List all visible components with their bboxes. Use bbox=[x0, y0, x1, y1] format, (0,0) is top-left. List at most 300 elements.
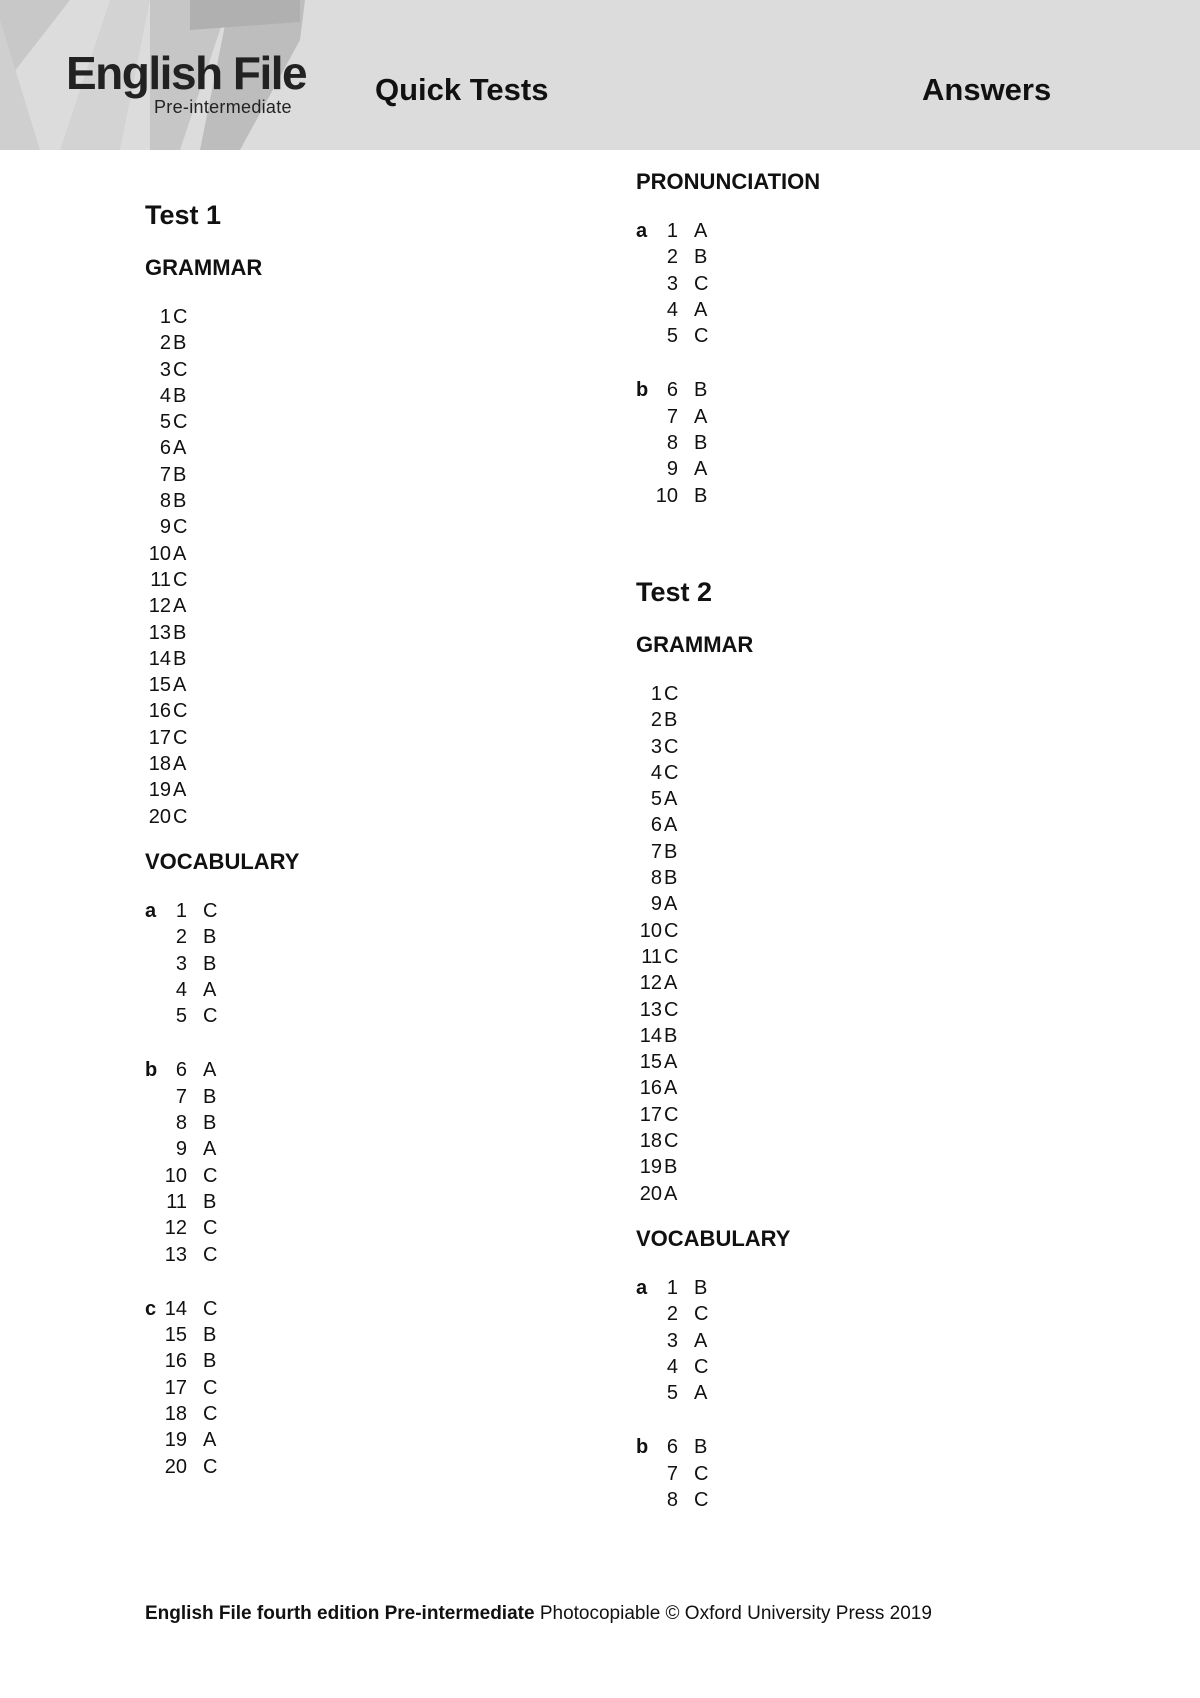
question-number: 2 bbox=[159, 332, 171, 355]
question-number: 7 bbox=[175, 1085, 187, 1108]
answer-letter: C bbox=[664, 998, 679, 1021]
group-letter bbox=[636, 456, 654, 482]
test-1-grammar-title: GRAMMAR bbox=[145, 255, 263, 280]
test-1-grammar-list bbox=[145, 304, 625, 830]
group-letter bbox=[145, 1215, 163, 1241]
question-number: 2 bbox=[650, 709, 662, 732]
answer-letter: C bbox=[664, 682, 679, 705]
question-number: 10 bbox=[639, 919, 662, 942]
answer-row bbox=[636, 812, 1116, 838]
group-letter bbox=[145, 1375, 163, 1401]
answer-row bbox=[145, 977, 625, 1003]
answer-row bbox=[145, 1375, 625, 1401]
group-letter: a bbox=[636, 1276, 648, 1299]
answer-letter: B bbox=[694, 484, 708, 507]
question-number: 20 bbox=[148, 805, 171, 828]
answer-letter: B bbox=[664, 1024, 678, 1047]
question-number: 2 bbox=[666, 246, 678, 269]
answer-letter: C bbox=[173, 306, 188, 328]
question-number: 8 bbox=[650, 867, 662, 890]
question-number: 6 bbox=[666, 379, 678, 402]
answer-row bbox=[145, 1296, 625, 1322]
question-number: 1 bbox=[666, 1276, 678, 1299]
answer-letter: B bbox=[694, 1276, 708, 1299]
answer-row bbox=[636, 1275, 1116, 1301]
answer-letter: B bbox=[203, 926, 217, 949]
answer-letter: A bbox=[173, 674, 187, 697]
answer-letter: B bbox=[694, 246, 708, 269]
answer-row bbox=[145, 357, 625, 383]
question-number: 2 bbox=[666, 1303, 678, 1326]
group-letter bbox=[636, 1461, 654, 1487]
group-letter bbox=[636, 1328, 654, 1354]
answer-row bbox=[636, 865, 1116, 891]
answer-letter: A bbox=[173, 542, 187, 565]
answer-row bbox=[145, 1215, 625, 1241]
answer-letter: C bbox=[173, 805, 188, 828]
answer-row bbox=[636, 1049, 1116, 1075]
answer-row bbox=[636, 1102, 1116, 1128]
answer-row bbox=[636, 1128, 1116, 1154]
answer-row bbox=[145, 646, 625, 672]
question-number: 16 bbox=[164, 1350, 187, 1373]
answer-letter: C bbox=[203, 1376, 218, 1399]
question-number: 1 bbox=[666, 220, 678, 242]
test-2-vocabulary-title: VOCABULARY bbox=[636, 1225, 791, 1251]
answer-letter: C bbox=[173, 358, 188, 381]
test-1-pronunciation-title: PRONUNCIATION bbox=[636, 169, 821, 194]
question-number: 10 bbox=[655, 484, 678, 507]
answer-row bbox=[145, 1348, 625, 1374]
question-number: 15 bbox=[639, 1051, 662, 1074]
question-number: 3 bbox=[666, 1329, 678, 1352]
answer-letter: C bbox=[664, 1103, 679, 1126]
answer-row bbox=[636, 1487, 1116, 1513]
question-number: 9 bbox=[650, 893, 662, 916]
question-number: 5 bbox=[175, 1005, 187, 1028]
group-letter bbox=[145, 1401, 163, 1427]
answer-row bbox=[636, 218, 1116, 244]
question-number: 12 bbox=[164, 1217, 187, 1240]
answer-letter: C bbox=[664, 919, 679, 942]
question-number: 3 bbox=[650, 735, 662, 758]
question-number: 17 bbox=[148, 726, 171, 749]
answer-group bbox=[636, 1434, 1116, 1513]
question-number: 14 bbox=[148, 647, 171, 670]
group-letter bbox=[145, 951, 163, 977]
answer-row bbox=[145, 383, 625, 409]
answer-letter: C bbox=[173, 516, 188, 539]
group-letter bbox=[145, 924, 163, 950]
group-letter bbox=[636, 483, 654, 509]
question-number: 18 bbox=[148, 753, 171, 776]
test-1-vocabulary-title: VOCABULARY bbox=[145, 848, 300, 874]
question-number: 19 bbox=[639, 1156, 662, 1179]
answer-letter: A bbox=[173, 437, 187, 460]
group-letter bbox=[145, 1242, 163, 1268]
answer-letter: A bbox=[203, 1138, 217, 1161]
answer-row bbox=[145, 1084, 625, 1110]
group-letter bbox=[145, 1084, 163, 1110]
answer-row bbox=[636, 271, 1116, 297]
question-number: 6 bbox=[666, 1436, 678, 1459]
answer-letter: C bbox=[694, 1303, 709, 1326]
question-number: 6 bbox=[159, 437, 171, 460]
answer-letter: C bbox=[203, 1297, 218, 1320]
answer-row bbox=[145, 620, 625, 646]
answer-row bbox=[145, 1242, 625, 1268]
question-number: 15 bbox=[148, 674, 171, 697]
answer-row bbox=[145, 462, 625, 488]
question-number: 11 bbox=[166, 1190, 187, 1213]
answer-row bbox=[636, 707, 1116, 733]
answer-letter: C bbox=[173, 411, 188, 434]
group-letter: a bbox=[636, 220, 648, 242]
answer-row bbox=[636, 1434, 1116, 1460]
answer-row bbox=[636, 1023, 1116, 1049]
question-number: 16 bbox=[639, 1077, 662, 1100]
answer-row bbox=[145, 698, 625, 724]
group-letter: b bbox=[636, 379, 649, 402]
question-number: 10 bbox=[148, 542, 171, 565]
question-number: 9 bbox=[159, 516, 171, 539]
answer-letter: C bbox=[664, 1130, 679, 1153]
answer-letter: B bbox=[173, 384, 187, 407]
group-letter bbox=[636, 323, 654, 349]
question-number: 19 bbox=[148, 779, 171, 802]
answer-row bbox=[636, 918, 1116, 944]
answer-letter: C bbox=[173, 726, 188, 749]
answer-row bbox=[636, 944, 1116, 970]
group-letter bbox=[636, 430, 654, 456]
answer-letter: B bbox=[203, 1085, 217, 1108]
answer-row bbox=[145, 1163, 625, 1189]
question-number: 2 bbox=[175, 926, 187, 949]
answer-letter: A bbox=[694, 1382, 708, 1405]
question-number: 9 bbox=[666, 458, 678, 481]
question-number: 4 bbox=[175, 978, 187, 1001]
answer-row bbox=[145, 804, 625, 830]
answer-row bbox=[145, 330, 625, 356]
question-number: 20 bbox=[164, 1455, 187, 1478]
answer-row bbox=[145, 1110, 625, 1136]
answer-row bbox=[636, 244, 1116, 270]
answer-row bbox=[636, 430, 1116, 456]
test-2-title: Test 2 bbox=[636, 576, 713, 607]
answer-row bbox=[636, 786, 1116, 812]
question-number: 11 bbox=[150, 568, 171, 591]
question-number: 12 bbox=[148, 595, 171, 618]
answer-letter: B bbox=[203, 952, 217, 975]
answer-row bbox=[145, 409, 625, 435]
answer-letter: A bbox=[203, 978, 217, 1001]
answer-row bbox=[636, 377, 1116, 403]
answer-letter: A bbox=[694, 1329, 708, 1352]
answer-letter: A bbox=[203, 1429, 217, 1452]
answer-letter: C bbox=[694, 1462, 709, 1485]
question-number: 1 bbox=[159, 306, 171, 328]
answer-letter: B bbox=[173, 490, 187, 513]
answer-row bbox=[636, 1380, 1116, 1406]
answer-row bbox=[636, 323, 1116, 349]
answer-letter: C bbox=[694, 1355, 709, 1378]
group-letter bbox=[636, 1354, 654, 1380]
answer-letter: B bbox=[694, 379, 708, 402]
question-number: 5 bbox=[666, 1382, 678, 1405]
answer-letter: A bbox=[664, 893, 678, 916]
answer-letter: A bbox=[664, 1077, 678, 1100]
answer-letter: A bbox=[173, 595, 187, 618]
group-letter bbox=[636, 1380, 654, 1406]
question-number: 3 bbox=[159, 358, 171, 381]
group-letter bbox=[636, 297, 654, 323]
answer-letter: C bbox=[664, 945, 679, 968]
header-answers-title: Answers bbox=[922, 72, 1052, 107]
answer-row bbox=[636, 1181, 1116, 1207]
right-column bbox=[636, 168, 1116, 1541]
left-column bbox=[145, 198, 625, 1508]
question-number: 13 bbox=[148, 621, 171, 644]
question-number: 20 bbox=[639, 1182, 662, 1205]
answer-row bbox=[636, 760, 1116, 786]
answer-letter: B bbox=[664, 867, 678, 890]
question-number: 4 bbox=[159, 384, 171, 407]
question-number: 16 bbox=[148, 700, 171, 723]
question-number: 3 bbox=[666, 272, 678, 295]
question-number: 8 bbox=[159, 490, 171, 513]
answer-row bbox=[145, 725, 625, 751]
answer-letter: A bbox=[173, 779, 187, 802]
answer-letter: B bbox=[173, 332, 187, 355]
answer-group bbox=[636, 1275, 1116, 1406]
answer-row bbox=[145, 924, 625, 950]
answer-row bbox=[636, 483, 1116, 509]
question-number: 10 bbox=[164, 1164, 187, 1187]
answer-letter: A bbox=[203, 1059, 217, 1082]
question-number: 4 bbox=[666, 298, 678, 321]
question-number: 8 bbox=[175, 1112, 187, 1135]
answer-letter: A bbox=[664, 1182, 678, 1205]
answer-letter: A bbox=[664, 788, 678, 811]
answer-row bbox=[636, 891, 1116, 917]
answer-row bbox=[145, 1401, 625, 1427]
question-number: 5 bbox=[159, 411, 171, 434]
answer-row bbox=[145, 1003, 625, 1029]
group-letter: c bbox=[145, 1297, 157, 1320]
group-letter bbox=[145, 1110, 163, 1136]
answer-letter: C bbox=[694, 325, 709, 348]
answer-letter: C bbox=[203, 1243, 218, 1266]
question-number: 17 bbox=[164, 1376, 187, 1399]
group-letter bbox=[145, 1454, 163, 1480]
answer-group bbox=[145, 1057, 625, 1267]
answer-group bbox=[145, 1296, 625, 1480]
question-number: 5 bbox=[650, 788, 662, 811]
test-1-title: Test 1 bbox=[145, 200, 222, 230]
question-number: 5 bbox=[666, 325, 678, 348]
question-number: 6 bbox=[175, 1059, 187, 1082]
answer-letter: B bbox=[203, 1190, 217, 1213]
question-number: 15 bbox=[164, 1324, 187, 1347]
question-number: 7 bbox=[159, 463, 171, 486]
page-footer bbox=[145, 1603, 932, 1625]
question-number: 7 bbox=[666, 1462, 678, 1485]
answer-row bbox=[636, 681, 1116, 707]
answer-row bbox=[636, 1075, 1116, 1101]
test-2-grammar-list bbox=[636, 681, 1116, 1207]
answer-row bbox=[145, 1427, 625, 1453]
answer-row bbox=[636, 1328, 1116, 1354]
answer-row bbox=[636, 734, 1116, 760]
answer-letter: B bbox=[664, 1156, 678, 1179]
answer-row bbox=[145, 1189, 625, 1215]
answer-letter: A bbox=[694, 220, 708, 242]
answer-letter: B bbox=[203, 1350, 217, 1373]
test-2-grammar-title: GRAMMAR bbox=[636, 631, 754, 657]
answer-letter: B bbox=[694, 1436, 708, 1459]
answer-row bbox=[145, 488, 625, 514]
question-number: 8 bbox=[666, 432, 678, 455]
answer-letter: C bbox=[203, 1217, 218, 1240]
group-letter bbox=[145, 1003, 163, 1029]
answer-letter: C bbox=[173, 700, 188, 723]
answer-row bbox=[145, 751, 625, 777]
answer-letter: C bbox=[694, 1488, 709, 1511]
answer-row bbox=[636, 1154, 1116, 1180]
answer-row bbox=[636, 1461, 1116, 1487]
answer-letter: C bbox=[664, 735, 679, 758]
answer-letter: B bbox=[173, 621, 187, 644]
group-letter bbox=[145, 1136, 163, 1162]
answer-group bbox=[636, 218, 1116, 349]
footer-copyright: Photocopiable © Oxford University Press 2019 bbox=[534, 1603, 932, 1624]
question-number: 14 bbox=[639, 1024, 662, 1047]
answer-row bbox=[145, 1136, 625, 1162]
answer-row bbox=[636, 404, 1116, 430]
answer-letter: A bbox=[694, 298, 708, 321]
question-number: 1 bbox=[650, 682, 662, 705]
question-number: 18 bbox=[164, 1402, 187, 1425]
answer-group bbox=[636, 377, 1116, 508]
group-letter bbox=[145, 1427, 163, 1453]
question-number: 17 bbox=[639, 1103, 662, 1126]
group-letter: b bbox=[145, 1059, 158, 1082]
answer-row bbox=[636, 997, 1116, 1023]
group-letter bbox=[636, 271, 654, 297]
answer-letter: A bbox=[664, 814, 678, 837]
answer-row bbox=[145, 898, 625, 924]
page-header bbox=[0, 0, 1200, 150]
group-letter bbox=[145, 1322, 163, 1348]
question-number: 4 bbox=[650, 761, 662, 784]
answer-row bbox=[145, 304, 625, 330]
answer-letter: C bbox=[203, 1455, 218, 1478]
question-number: 18 bbox=[639, 1130, 662, 1153]
answer-row bbox=[145, 1322, 625, 1348]
answer-letter: B bbox=[173, 463, 187, 486]
question-number: 9 bbox=[175, 1138, 187, 1161]
answer-row bbox=[636, 1301, 1116, 1327]
answer-letter: B bbox=[173, 647, 187, 670]
logo-subtitle: Pre-intermediate bbox=[154, 97, 292, 117]
answer-row bbox=[145, 1057, 625, 1083]
group-letter bbox=[145, 1189, 163, 1215]
question-number: 14 bbox=[164, 1297, 187, 1320]
question-number: 11 bbox=[641, 945, 662, 968]
answer-row bbox=[145, 514, 625, 540]
logo-title: English File bbox=[66, 47, 307, 99]
answer-row bbox=[145, 672, 625, 698]
test-1-pronunciation-list bbox=[636, 218, 1116, 509]
answer-letter: C bbox=[203, 1402, 218, 1425]
answer-letter: C bbox=[694, 272, 709, 295]
answer-row bbox=[636, 456, 1116, 482]
answer-letter: B bbox=[664, 840, 678, 863]
answer-row bbox=[636, 297, 1116, 323]
question-number: 13 bbox=[639, 998, 662, 1021]
answer-letter: C bbox=[173, 568, 188, 591]
question-number: 6 bbox=[650, 814, 662, 837]
answer-row bbox=[636, 970, 1116, 996]
answer-letter: C bbox=[664, 761, 679, 784]
question-number: 1 bbox=[175, 899, 187, 922]
answer-group bbox=[145, 898, 625, 1029]
answer-row bbox=[636, 839, 1116, 865]
group-letter bbox=[636, 244, 654, 270]
question-number: 13 bbox=[164, 1243, 187, 1266]
group-letter bbox=[145, 1163, 163, 1189]
footer-book-title: English File fourth edition Pre-intermediate bbox=[145, 1603, 535, 1624]
group-letter: b bbox=[636, 1436, 649, 1459]
group-letter bbox=[636, 1487, 654, 1513]
answer-letter: C bbox=[203, 1005, 218, 1028]
question-number: 4 bbox=[666, 1355, 678, 1378]
answer-row bbox=[145, 777, 625, 803]
answer-letter: A bbox=[694, 458, 708, 481]
group-letter bbox=[145, 977, 163, 1003]
answer-letter: B bbox=[203, 1112, 217, 1135]
test-2-vocabulary-list bbox=[636, 1275, 1116, 1513]
answer-row bbox=[145, 435, 625, 461]
group-letter: a bbox=[145, 899, 157, 922]
answer-letter: A bbox=[664, 972, 678, 995]
answer-row bbox=[145, 1454, 625, 1480]
answer-row bbox=[636, 1354, 1116, 1380]
answer-row bbox=[145, 951, 625, 977]
question-number: 3 bbox=[175, 952, 187, 975]
group-letter bbox=[636, 404, 654, 430]
test-1-vocabulary-list bbox=[145, 898, 625, 1480]
answer-letter: B bbox=[694, 432, 708, 455]
header-section-title: Quick Tests bbox=[375, 72, 549, 107]
answer-letter: A bbox=[664, 1051, 678, 1074]
question-number: 7 bbox=[666, 405, 678, 428]
answer-letter: A bbox=[173, 753, 187, 776]
question-number: 7 bbox=[650, 840, 662, 863]
answer-letter: C bbox=[203, 899, 218, 922]
question-number: 12 bbox=[639, 972, 662, 995]
answer-row bbox=[145, 541, 625, 567]
answer-letter: A bbox=[694, 405, 708, 428]
question-number: 8 bbox=[666, 1488, 678, 1511]
answer-letter: B bbox=[203, 1324, 217, 1347]
group-letter bbox=[636, 1301, 654, 1327]
group-letter bbox=[145, 1348, 163, 1374]
answer-letter: B bbox=[664, 709, 678, 732]
question-number: 19 bbox=[164, 1429, 187, 1452]
answer-row bbox=[145, 567, 625, 593]
answer-row bbox=[145, 593, 625, 619]
